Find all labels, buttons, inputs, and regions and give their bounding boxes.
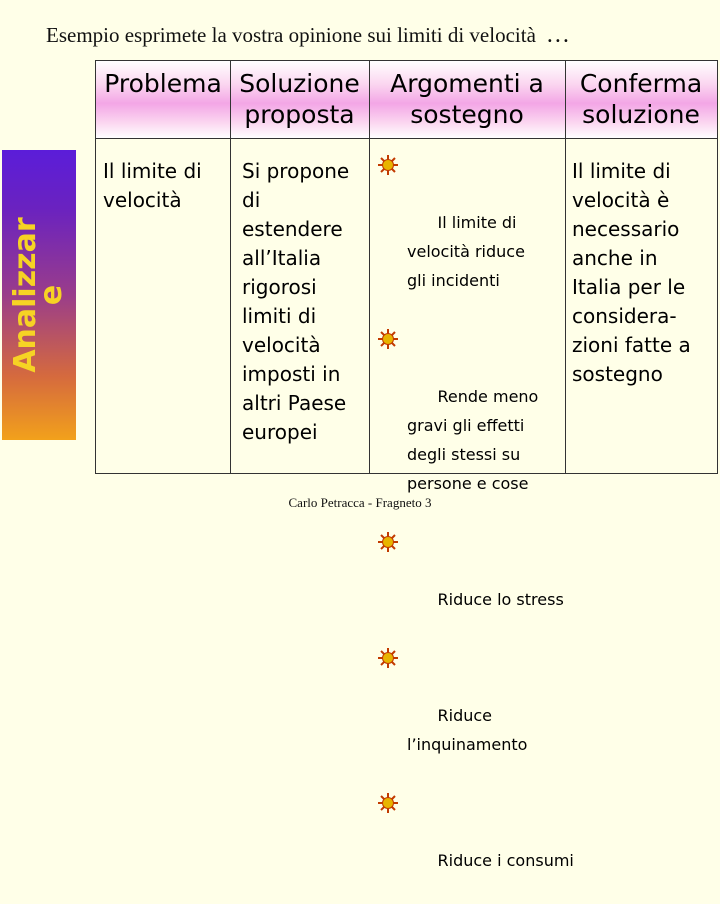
column-arguments (369, 61, 565, 130)
header-solution: Soluzione proposta (239, 69, 360, 129)
slide-title (46, 22, 696, 49)
list-item (377, 150, 567, 324)
title-ellipsis: … (545, 22, 571, 48)
slide-title-text: Esempio esprimete la vostra opinione sui limiti di velocità (46, 23, 536, 47)
side-label-text: Analizzar e (8, 217, 69, 373)
header-problem: Problema (104, 69, 222, 98)
argument-text: Rende meno gravi gli effetti degli stessi su persone e cose (407, 387, 539, 493)
sun-bullet-icon (377, 792, 399, 814)
header-arguments: Argomenti a sostegno (390, 69, 544, 129)
cell-problem: Il limite di velocità (103, 159, 202, 212)
sun-bullet-icon (377, 647, 399, 669)
footer-credit: Carlo Petracca - Fragneto 3 (288, 495, 432, 510)
cell-confirmation: Il limite di velocità è necessario anche in Italia per le considera- zioni fatte a sostegno (572, 159, 691, 386)
sun-bullet-icon (377, 531, 399, 553)
side-label (2, 150, 76, 440)
argument-text: Riduce i consumi (437, 851, 574, 870)
list-item (377, 788, 574, 904)
cell-solution: Si propone di estendere all’Italia rigorosi limiti di velocità imposti in altri Paese europei (242, 159, 350, 444)
sun-bullet-icon (377, 328, 399, 350)
sun-bullet-icon (377, 154, 399, 176)
argument-text: Riduce lo stress (437, 590, 564, 609)
list-item (377, 527, 567, 643)
argument-text: Riduce l’inquinamento (407, 706, 528, 754)
list-item (377, 643, 567, 788)
argument-text: Il limite di velocità riduce gli incidenti (407, 213, 525, 290)
header-confirmation: Conferma soluzione (579, 69, 703, 129)
arguments-list (377, 150, 574, 904)
